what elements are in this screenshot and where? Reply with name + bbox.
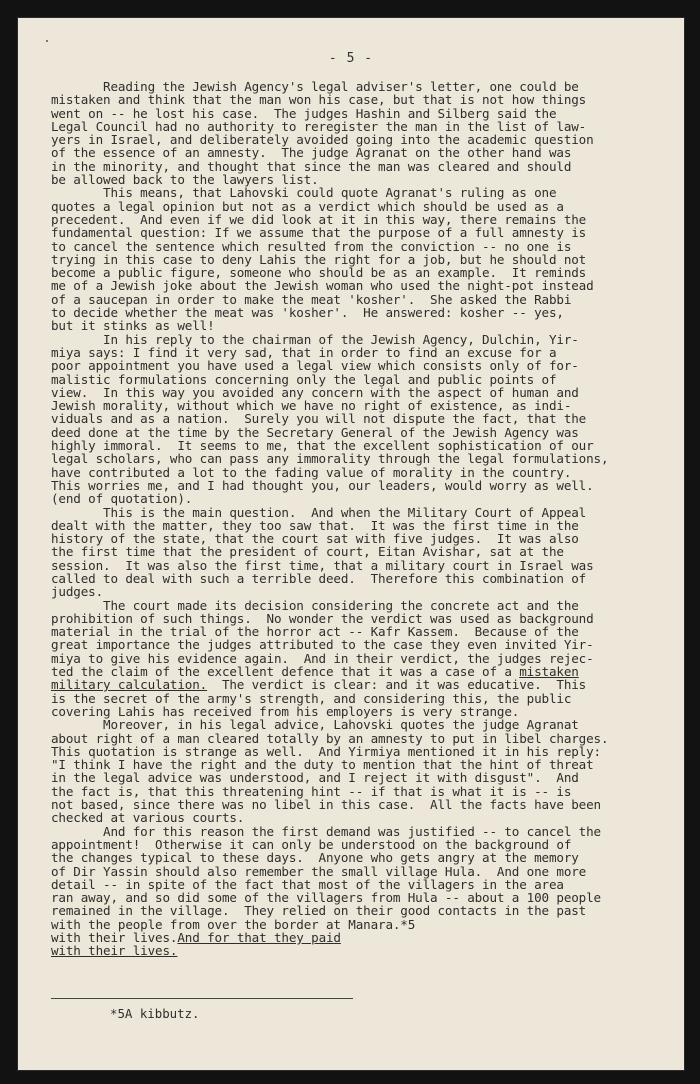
text-line: the first time that the president of court, Eitan Avishar, sat at the — [51, 544, 564, 560]
text-line: session. It was also the first time, that a military court in Israel was — [51, 557, 594, 573]
text-line: went on -- he lost his case. The judges Hashin and Silberg said the — [51, 105, 557, 121]
text-line: This worries me, and I had thought you, our leaders, would worry as well. — [51, 477, 594, 493]
text-line: The court made its decision considering the concrete act and the — [51, 597, 579, 613]
text-line: quotes a legal opinion but not as a verdict which should be used as a — [51, 198, 564, 214]
text-line: prohibition of such things. No wonder the verdict was used as background — [51, 610, 594, 626]
text-line: but it stinks as well! — [51, 318, 215, 334]
text-line: about right of a man cleared totally by an amnesty to put in libel charges. — [51, 730, 609, 746]
text-line: covering Lahis has received from his employers is very strange. — [51, 703, 520, 719]
text-line: the changes typical to these days. Anyone who gets angry at the memory — [51, 850, 579, 866]
text-line: yers in Israel, and deliberately avoided going into the academic question — [51, 132, 594, 148]
text-line-with-underline — [51, 678, 669, 691]
text-line: ran away, and so did some of the villagers from Hula -- about a 100 people — [51, 890, 601, 906]
text-line: is the secret of the army's strength, and considering this, the public — [51, 690, 572, 706]
text-line: me of a Jewish joke about the Jewish woman who used the night-pot instead — [51, 278, 594, 294]
text-line: In his reply to the chairman of the Jewish Agency, Dulchin, Yir- — [51, 331, 579, 347]
text-line: deed done at the time by the Secretary General of the Jewish Agency was — [51, 424, 579, 440]
text-line: miya to give his evidence again. And in their verdict, the judges rejec- — [51, 650, 594, 666]
text-line: Jewish morality, without which we have no right of existence, as indi- — [51, 398, 572, 414]
text-line-with-underline — [51, 665, 669, 678]
text-line: (end of quotation). — [51, 491, 193, 507]
text-line: of a saucepan in order to make the meat 'kosher'. She asked the Rabbi — [51, 291, 572, 307]
text-line: in the minority, and thought that since the man was cleared and should — [51, 158, 572, 174]
text-line: highly immoral. It seems to me, that the excellent sophistication of our — [51, 438, 594, 454]
text-line: malistic formulations concerning only the legal and public points of — [51, 371, 557, 387]
footnote: *5A kibbutz. — [110, 1006, 200, 1021]
text-line: great importance the judges attributed to the case they even invited Yir- — [51, 637, 594, 653]
text-segment: The verdict is clear: and it was educative. This — [207, 677, 587, 693]
text-line: Reading the Jewish Agency's legal adviser's letter, one could be — [51, 79, 579, 94]
text-line: view. In this way you avoided any concern with the aspect of human and — [51, 384, 579, 400]
text-line: dealt with the matter, they too saw that. It was the first time in the — [51, 517, 579, 533]
text-line: of the essence of an amnesty. The judge Agranat on the other hand was — [51, 145, 572, 161]
text-line: history of the state, that the court sat with five judges. It was also — [51, 531, 579, 547]
text-line: to decide whether the meat was 'kosher'. He answered: kosher -- yes, — [51, 305, 564, 321]
text-line: with the people from over the border at Manara.*5 — [51, 916, 423, 932]
underlined-phrase: military calculation. — [51, 677, 208, 693]
text-line: be allowed back to the lawyers list. — [51, 172, 319, 188]
text-segment: with their lives. — [51, 930, 178, 945]
text-line: not based, since there was no libel in this case. All the facts have been — [51, 797, 601, 813]
text-line: fundamental question: If we assume that the purpose of a full amnesty is — [51, 225, 587, 241]
text-line: mistaken and think that the man won his case, but that is not how things — [51, 92, 587, 108]
text-line: precedent. And even if we did look at it in this way, there remains the — [51, 211, 587, 227]
text-line: called to deal with such a terrible deed. Therefore this combination of — [51, 570, 587, 586]
text-line: the fact is, that this threatening hint -- if that is what it is -- is — [51, 783, 572, 799]
text-line: remained in the village. They relied on their good contacts in the past — [51, 903, 587, 919]
text-line: Moreover, in his legal advice, Lahovski quotes the judge Agranat — [51, 717, 579, 733]
underlined-phrase: mistaken — [519, 664, 579, 680]
text-line: miya says: I find it very sad, that in order to find an excuse for a — [51, 344, 557, 360]
text-line: This is the main question. And when the Military Court of Appeal — [51, 504, 587, 520]
typewritten-body — [51, 80, 669, 958]
text-line-with-underline — [51, 944, 669, 957]
ink-speck — [46, 40, 48, 42]
page-number: - 5 - — [328, 51, 374, 66]
text-line: This means, that Lahovski could quote Agranat's ruling as one — [51, 185, 557, 201]
document-page — [18, 18, 684, 1070]
underlined-phrase: And for that they paid — [177, 930, 341, 945]
text-line: checked at various courts. — [51, 810, 245, 826]
text-line-with-underline — [51, 931, 669, 944]
text-line: Legal Council had no authority to reregister the man in the list of law- — [51, 118, 587, 134]
text-line: detail -- in spite of the fact that most of the villagers in the area — [51, 876, 564, 892]
text-line: to cancel the sentence which resulted from the conviction -- no one is — [51, 238, 572, 254]
text-segment: ted the claim of the excellent defence that it was a case of a — [51, 664, 520, 680]
text-line: have contributed a lot to the fading value of morality in the country. — [51, 464, 572, 480]
text-line: viduals and as a nation. Surely you will not dispute the fact, that the — [51, 411, 587, 427]
underlined-phrase: with their lives. — [51, 943, 178, 959]
text-line: And for this reason the first demand was justified -- to cancel the — [51, 823, 601, 839]
text-line: trying in this case to deny Lahis the right for a job, but he should not — [51, 251, 587, 267]
text-line: legal scholars, who can pass any immorality through the legal formulations, — [51, 451, 609, 467]
text-line: judges. — [51, 584, 104, 600]
text-line: of Dir Yassin should also remember the small village Hula. And one more — [51, 863, 587, 879]
text-line: material in the trial of the horror act -- Kafr Kassem. Because of the — [51, 624, 579, 640]
text-line: This quotation is strange as well. And Yirmiya mentioned it in his reply: — [51, 743, 601, 759]
footnote-divider — [51, 998, 353, 999]
text-line: "I think I have the right and the duty to mention that the hint of threat — [51, 757, 594, 773]
text-line: become a public figure, someone who should be as an example. It reminds — [51, 265, 587, 281]
text-line: poor appointment you have used a legal view which consists only of for- — [51, 358, 579, 374]
text-line: in the legal advice was understood, and I reject it with disgust". And — [51, 770, 579, 786]
text-line: appointment! Otherwise it can only be understood on the background of — [51, 836, 572, 852]
